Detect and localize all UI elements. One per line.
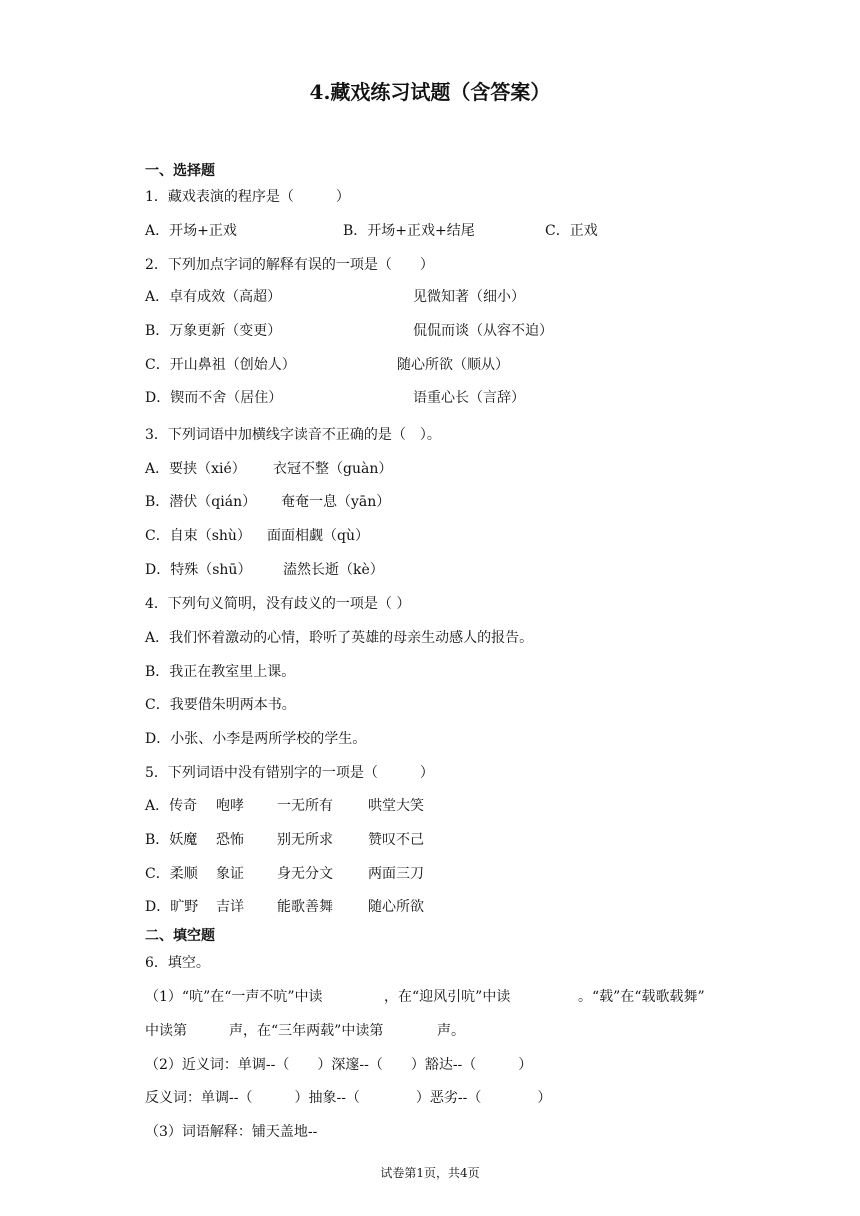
question-5-row-a-word-1: A．传奇 — [145, 798, 198, 814]
question-5-stem: 5．下列词语中没有错别字的一项是（ ） — [145, 765, 434, 781]
question-5-row-d-word-2: 吉详 — [216, 899, 244, 915]
question-5-row-c-word-2: 象证 — [216, 866, 244, 882]
question-6-line-3: （2）近义词：单调--（ ）深邃--（ ）豁达--（ ） — [145, 1057, 533, 1073]
question-3-stem: 3．下列词语中加横线字读音不正确的是（ ）。 — [145, 427, 441, 443]
question-1-option-b: B．开场+正戏+结尾 — [343, 223, 475, 239]
question-5-row-d-word-3: 能歌善舞 — [277, 899, 333, 915]
question-2-row-d-right: 语重心长（言辞） — [413, 390, 525, 406]
question-2-row-d-left: D．锲而不舍（居住） — [145, 390, 283, 406]
section-heading-choice: 一、选择题 — [145, 163, 215, 179]
question-6-line-2-part-3: 声。 — [437, 1023, 465, 1039]
question-5-row-c-word-3: 身无分文 — [277, 866, 333, 882]
question-5-row-b-word-3: 别无所求 — [277, 832, 333, 848]
question-2-row-c-left: C．开山鼻祖（创始人） — [145, 357, 296, 373]
section-heading-fill: 二、填空题 — [145, 928, 215, 944]
question-5-row-a-word-4: 哄堂大笑 — [368, 798, 424, 814]
question-3-row-d-right: 溘然长逝（kè） — [283, 562, 384, 578]
question-2-row-a-left: A．卓有成效（高超） — [145, 289, 282, 305]
question-4-stem: 4．下列句义简明，没有歧义的一项是（ ） — [145, 596, 411, 612]
question-2-row-b-right: 侃侃而谈（从容不迫） — [413, 323, 553, 339]
question-6-line-2-part-2: 声，在“三年两载”中读第 — [229, 1023, 384, 1039]
question-1-stem: 1．藏戏表演的程序是（ ） — [145, 189, 350, 205]
question-3-row-b-left: B．潜伏（qián） — [145, 494, 257, 510]
question-2-row-c-right: 随心所欲（顺从） — [397, 357, 509, 373]
question-6-line-2-part-1: 中读第 — [145, 1023, 187, 1039]
question-6-line-1-part-3: 。“载”在“载歌载舞” — [578, 989, 705, 1005]
question-6-line-1-part-1: （1）“吭”在“一声不吭”中读 — [145, 989, 323, 1005]
question-4-option-a: A．我们怀着激动的心情，聆听了英雄的母亲生动感人的报告。 — [145, 630, 534, 646]
question-3-row-a-left: A．要挟（xié） — [145, 461, 246, 477]
question-2-row-a-right: 见微知著（细小） — [413, 289, 525, 305]
question-3-row-d-left: D．特殊（shū） — [145, 562, 252, 578]
question-5-row-b-word-1: B．妖魔 — [145, 832, 198, 848]
question-5-row-d-word-4: 随心所欲 — [368, 899, 424, 915]
question-6-stem: 6．填空。 — [145, 955, 210, 971]
question-3-row-c-left: C．自束（shù） — [145, 528, 251, 544]
page-footer: 试卷第1页，共4页 — [380, 1166, 480, 1180]
question-3-row-c-right: 面面相觑（qù） — [267, 528, 369, 544]
question-5-row-a-word-3: 一无所有 — [277, 798, 333, 814]
question-3-row-a-right: 衣冠不整（guàn） — [273, 461, 393, 477]
question-1-option-c: C．正戏 — [545, 223, 598, 239]
question-4-option-d: D．小张、小李是两所学校的学生。 — [145, 731, 367, 747]
question-6-line-4: 反义词：单调--（ ）抽象--（ ）恶劣--（ ） — [145, 1090, 552, 1106]
question-5-row-c-word-4: 两面三刀 — [368, 866, 424, 882]
question-5-row-d-word-1: D．旷野 — [145, 899, 199, 915]
question-2-stem: 2．下列加点字词的解释有误的一项是（ ） — [145, 257, 434, 273]
question-6-line-1-part-2: ，在“迎风引吭”中读 — [384, 989, 511, 1005]
question-5-row-b-word-4: 赞叹不己 — [368, 832, 424, 848]
question-3-row-b-right: 奄奄一息（yān） — [281, 494, 391, 510]
question-4-option-b: B．我正在教室里上课。 — [145, 664, 296, 680]
question-1-option-a: A．开场+正戏 — [145, 223, 237, 239]
question-5-row-c-word-1: C．柔顺 — [145, 866, 198, 882]
question-4-option-c: C．我要借朱明两本书。 — [145, 697, 296, 713]
question-5-row-b-word-2: 恐怖 — [216, 832, 244, 848]
question-6-line-5: （3）词语解释：铺天盖地-- — [145, 1124, 318, 1140]
question-5-row-a-word-2: 咆哮 — [216, 798, 244, 814]
document-title: 4.藏戏练习试题（含答案） — [309, 80, 551, 104]
question-2-row-b-left: B．万象更新（变更） — [145, 323, 282, 339]
